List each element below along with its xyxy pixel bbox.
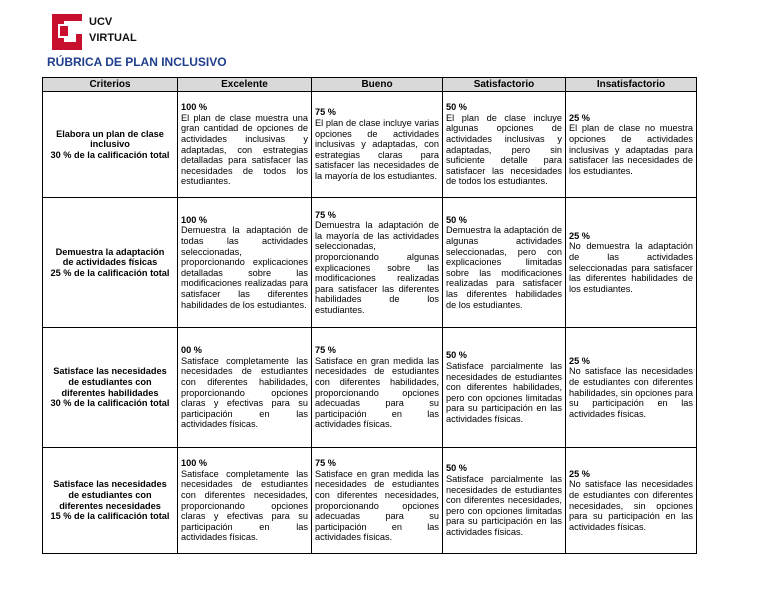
level-cell-excelente [178,328,312,448]
level-cell-excelente [178,198,312,328]
level-percent: 75 % [315,107,336,118]
criterion-line: Satisface las necesidades [53,366,167,377]
level-description: El plan de clase no muestra opciones de actividades inclusivas y adaptadas para satisfacer las necesidades de los estudiantes. [569,123,693,176]
level-description: El plan de clase muestra una gran cantidad de opciones de actividades inclusivas y adaptadas, con estrategias detalladas para satisfacer las necesidades de todos los estudiantes. [181,112,308,187]
level-description: Demuestra la adaptación de la mayoría de las actividades seleccionadas, proporcionando algunas explicaciones sobre las modificaciones realizadas para satisfacer las diferentes habilidades de los estudiantes. [315,220,439,315]
level-percent: 25 % [569,355,590,366]
level-description: No satisface las necesidades de estudiantes con diferentes habilidades, sin opciones para su participación en las actividades físicas. [569,366,693,419]
level-description: No satisface las necesidades de estudiantes con diferentes necesidades, sin opciones para su participación en las actividades físicas. [569,479,693,532]
criterion-cell [43,92,178,198]
level-description: Demuestra la adaptación de algunas actividades seleccionadas, pero con explicaciones limitadas sobre las modificaciones realizadas para satisfacer las diferentes habilidades de los estudiantes. [446,225,562,310]
level-percent: 100 % [181,102,208,113]
level-cell-bueno [312,328,443,448]
table-row [43,448,697,554]
level-percent: 75 % [315,345,336,356]
column-header-satisfactorio: Satisfactorio [443,78,566,92]
level-description: Satisface en gran medida las necesidades de estudiantes con diferentes necesidades, proporcionando opciones adecuadas para su participación en las actividades físicas. [315,468,439,543]
criterion-line: 15 % de la calificación total [50,511,170,522]
level-percent: 25 % [569,468,590,479]
criterion-line: de actividades físicas [62,257,158,268]
level-percent: 50 % [446,350,467,361]
level-cell-satisfactorio [443,198,566,328]
table-row [43,328,697,448]
criterion-line: 25 % de la calificación total [50,267,170,278]
level-percent: 50 % [446,214,467,225]
header-row [43,78,697,92]
level-cell-insatisfactorio [566,328,697,448]
brand-line-2: VIRTUAL [89,32,137,44]
criterion-cell [43,328,178,448]
level-cell-satisfactorio [443,328,566,448]
level-description: Demuestra la adaptación de todas las actividades seleccionadas, proporcionando explicaciones detalladas sobre las modificaciones realizadas para satisfacer las diferentes habilidades de los estudiantes. [181,225,308,310]
criterion-line: diferentes habilidades [61,387,159,398]
level-cell-satisfactorio [443,92,566,198]
criterion-cell [43,448,178,554]
brand-name [89,14,137,46]
level-percent: 100 % [181,458,208,469]
level-percent: 25 % [569,230,590,241]
level-description: Satisface en gran medida las necesidades de estudiantes con diferentes habilidades, proporcionando opciones adecuadas para su participación en las actividades físicas. [315,355,439,430]
level-cell-excelente [178,448,312,554]
brand-line-1: UCV [89,16,113,28]
column-header-bueno: Bueno [312,78,443,92]
criterion-line: de estudiantes con [68,489,152,500]
level-percent: 25 % [569,112,590,123]
level-cell-excelente [178,92,312,198]
level-cell-insatisfactorio [566,92,697,198]
level-description: Satisface completamente las necesidades de estudiantes con diferentes habilidades, proporcionando opciones claras y efectivas para su participación en las actividades físicas. [181,355,308,430]
criterion-line: inclusivo [90,139,130,150]
level-description: Satisface completamente las necesidades de estudiantes con diferentes necesidades, proporcionando opciones claras y efectivas para su participación en las actividades físicas. [181,468,308,543]
criterion-line: 30 % de la calificación total [50,398,170,409]
level-description: El plan de clase incluye varias opciones de actividades inclusivas y adaptadas, con estrategias claras para satisfacer las necesidades de la mayoría de los estudiantes. [315,118,439,181]
level-cell-satisfactorio [443,448,566,554]
level-percent: 75 % [315,209,336,220]
level-cell-bueno [312,92,443,198]
criterion-line: diferentes necesidades [59,500,161,511]
criterion-line: de estudiantes con [68,376,152,387]
level-description: El plan de clase incluye algunas opciones de actividades inclusivas y adaptadas, pero sin suficiente detalle para satisfacer las necesidades de todos los estudiantes. [446,112,562,187]
level-percent: 50 % [446,102,467,113]
level-description: Satisface parcialmente las necesidades de estudiantes con diferentes habilidades, pero con opciones limitadas para su participación en las actividades físicas. [446,361,562,424]
column-header-insatisfactorio: Insatisfactorio [566,78,697,92]
document-title: RÚBRICA DE PLAN INCLUSIVO [47,55,227,69]
ucv-logo [50,12,84,52]
table-row [43,198,697,328]
table-row [43,92,697,198]
level-cell-insatisfactorio [566,448,697,554]
column-header-criterios: Criterios [43,78,178,92]
level-percent: 00 % [181,345,202,356]
criterion-line: 30 % de la calificación total [50,149,170,160]
level-cell-bueno [312,198,443,328]
level-percent: 75 % [315,458,336,469]
level-cell-bueno [312,448,443,554]
level-percent: 100 % [181,214,208,225]
criterion-cell [43,198,178,328]
criterion-line: Demuestra la adaptación [55,246,165,257]
rubric-table [42,77,697,554]
criterion-line: Satisface las necesidades [53,479,167,490]
level-cell-insatisfactorio [566,198,697,328]
column-header-excelente: Excelente [178,78,312,92]
level-percent: 50 % [446,463,467,474]
criterion-line: Elabora un plan de clase [56,128,164,139]
level-description: No demuestra la adaptación de las actividades seleccionadas para satisfacer las diferentes habilidades de los estudiantes. [569,241,693,294]
level-description: Satisface parcialmente las necesidades de estudiantes con diferentes necesidades, pero con opciones limitadas para su participación en las actividades físicas. [446,474,562,537]
